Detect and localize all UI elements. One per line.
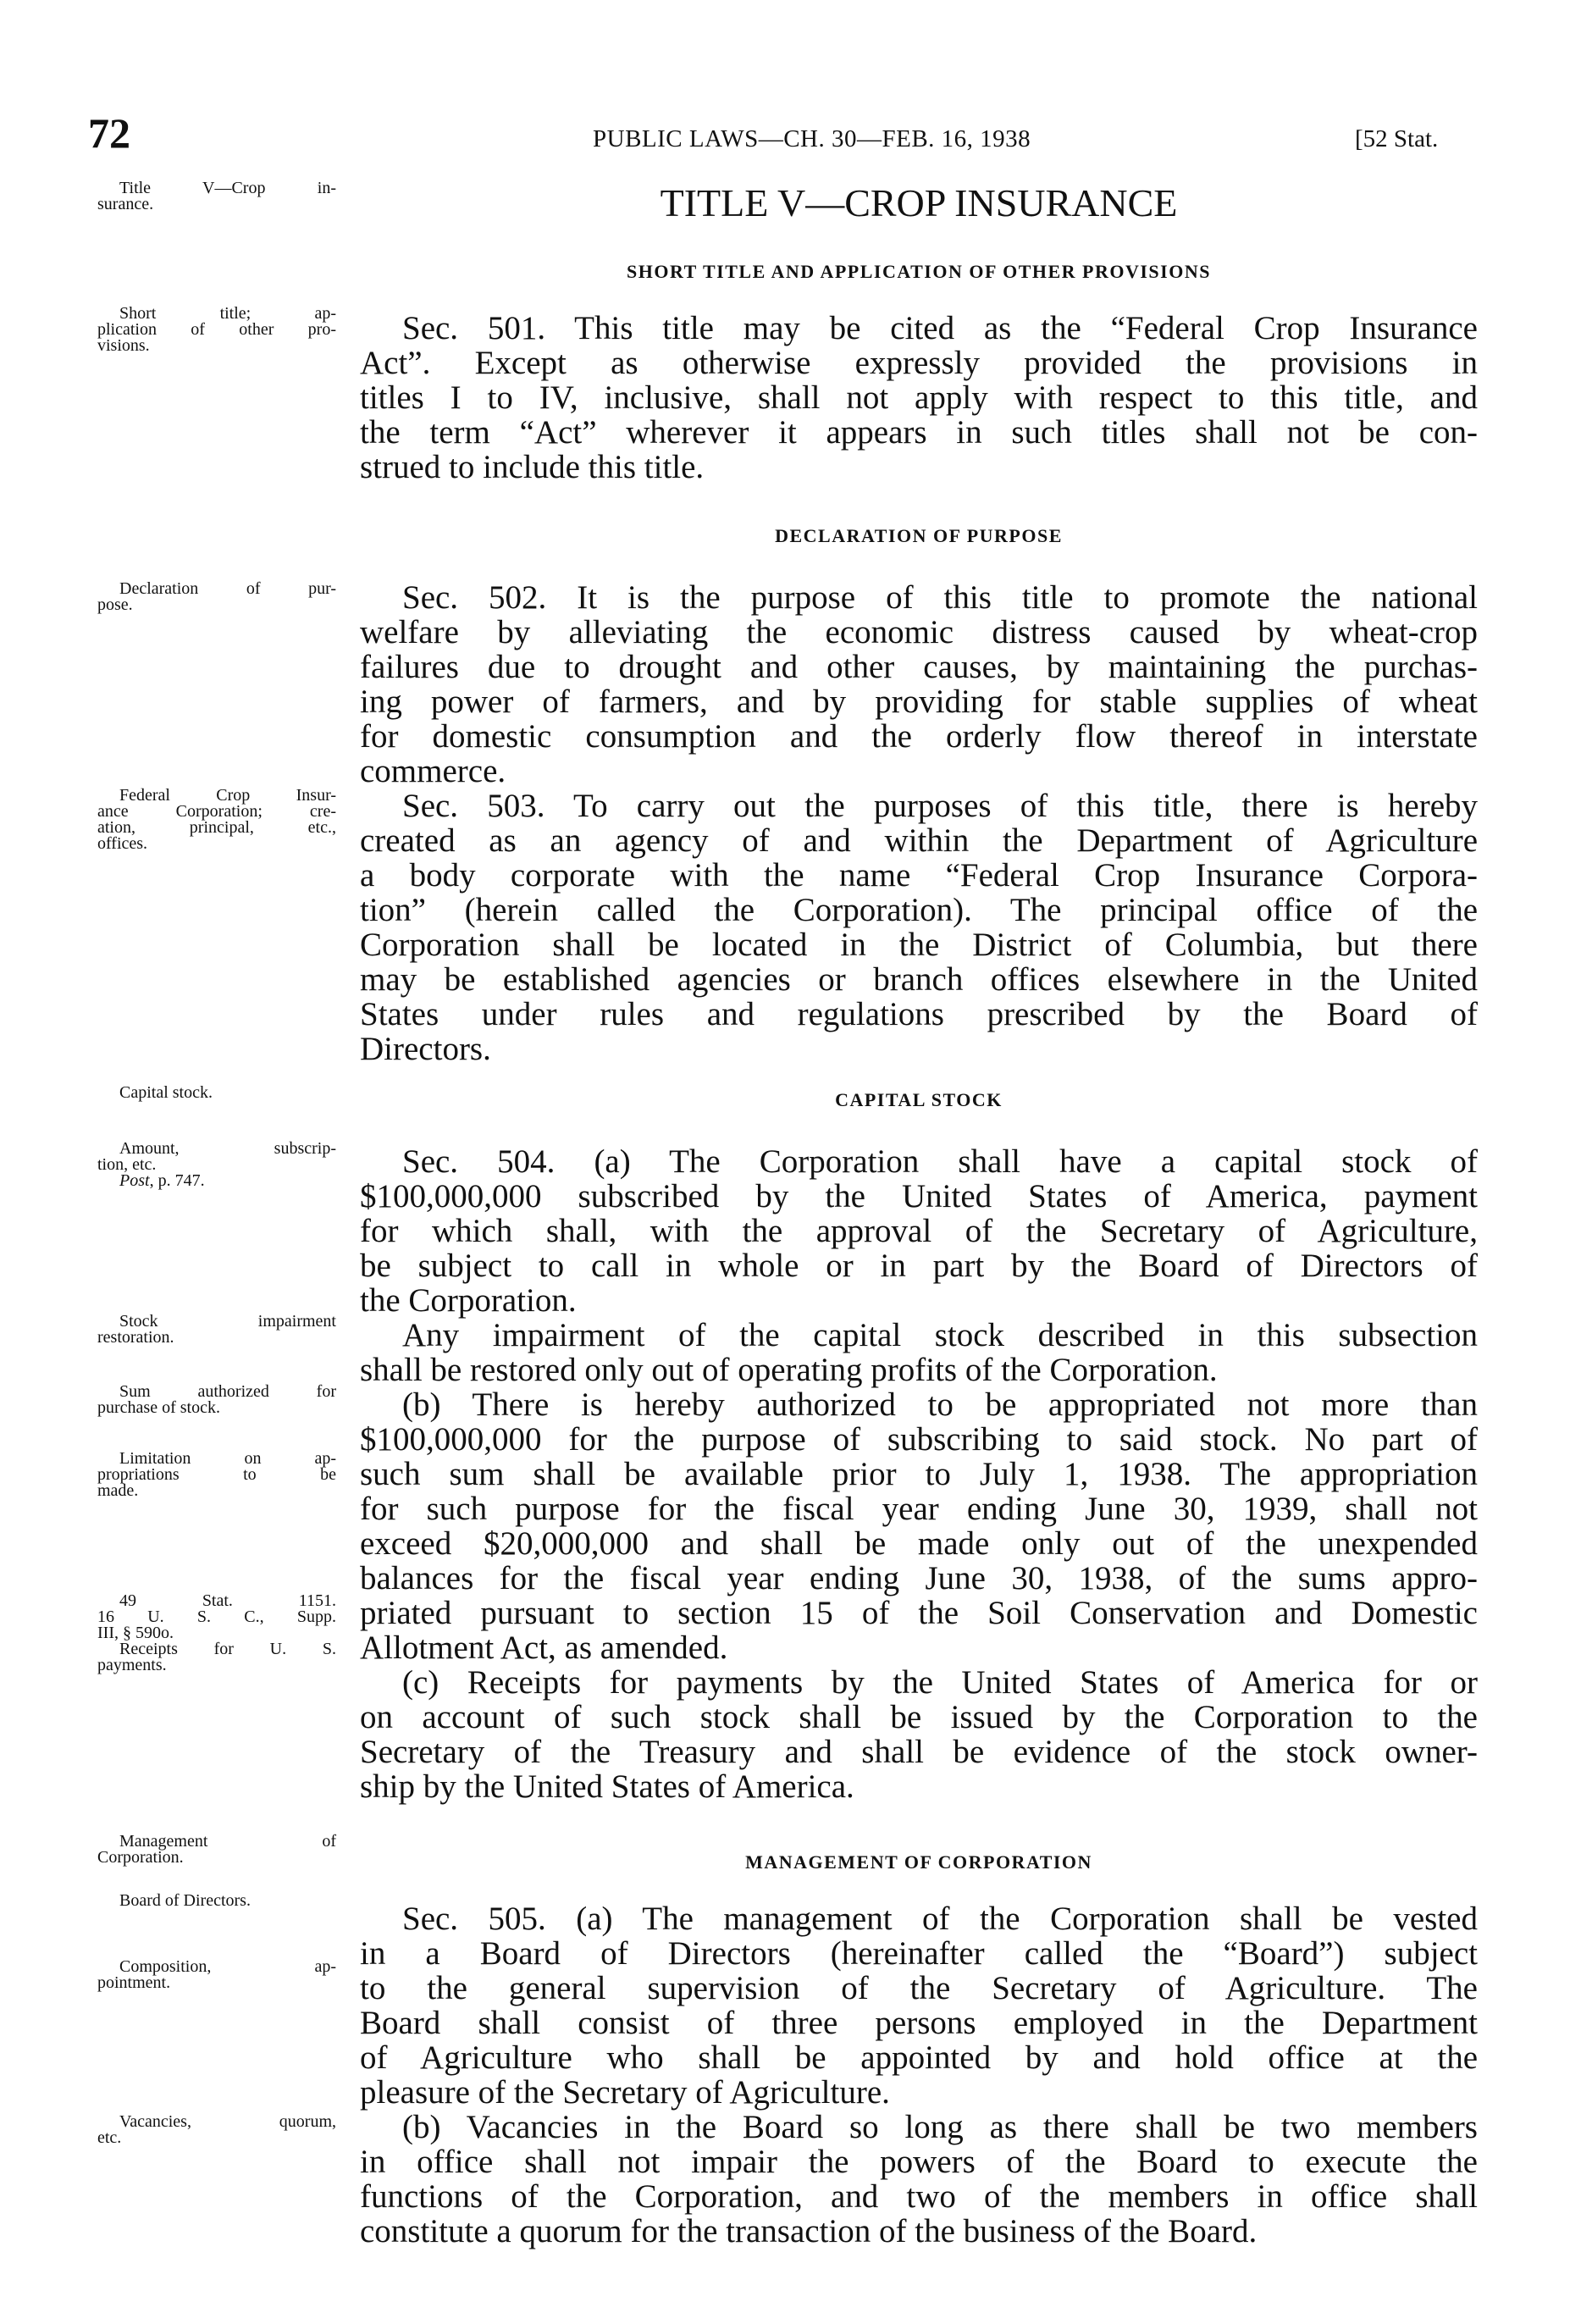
text-line: Sec. 501. This title may be cited as the “Federal Crop Insurance bbox=[402, 310, 1478, 346]
text-line: ing power of farmers, and by providing for stable supplies of wheat bbox=[360, 683, 1478, 720]
heading-declaration: DECLARATION OF PURPOSE bbox=[775, 525, 1063, 546]
text-line: exceed $20,000,000 and shall be made only out of the unexpended bbox=[360, 1525, 1478, 1562]
margin-note-federal-crop bbox=[97, 788, 336, 852]
text-line: constitute a quorum for the transaction of the business of the Board. bbox=[360, 2213, 1258, 2249]
text-line: Secretary of the Treasury and shall be evidence of the stock owner- bbox=[360, 1734, 1478, 1770]
margin-note-capital-stock bbox=[97, 1085, 336, 1101]
text-line: a body corporate with the name “Federal Crop Insurance Corpora- bbox=[360, 857, 1478, 894]
text-line: Board shall consist of three persons employed in the Department bbox=[360, 2005, 1478, 2041]
margin-note-vacancies bbox=[97, 2114, 336, 2146]
margin-note-line: Sum authorized for bbox=[119, 1382, 336, 1401]
margin-note-line: ance Corporation; cre- bbox=[97, 802, 336, 821]
text-line: strued to include this title. bbox=[360, 449, 705, 485]
text-line: Sec. 503. To carry out the purposes of this title, there is hereby bbox=[402, 788, 1478, 824]
margin-note-line: 16 U. S. C., Supp. bbox=[97, 1607, 336, 1626]
margin-note-line: visions. bbox=[97, 336, 150, 355]
section-504-b bbox=[360, 1387, 1478, 1665]
margin-note-line: pointment. bbox=[97, 1973, 171, 1992]
margin-note-line: restoration. bbox=[97, 1328, 174, 1347]
margin-note-limitation bbox=[97, 1451, 336, 1499]
margin-note-line: Stock impairment bbox=[119, 1312, 336, 1331]
margin-note-line: payments. bbox=[97, 1656, 167, 1674]
text-line: of Agriculture who shall be appointed by and hold office at the bbox=[360, 2039, 1478, 2076]
margin-note-amount bbox=[97, 1141, 336, 1189]
post-page-ref: , p. 747. bbox=[149, 1171, 205, 1190]
margin-note-line: Corporation. bbox=[97, 1848, 184, 1867]
margin-note-line: III, § 590o. bbox=[97, 1624, 174, 1642]
text-line: Sec. 505. (a) The management of the Corporation shall be vested bbox=[402, 1901, 1478, 1937]
text-line: functions of the Corporation, and two of the members in office shall bbox=[360, 2178, 1478, 2215]
heading-short-title: SHORT TITLE AND APPLICATION OF OTHER PROVISIONS bbox=[627, 261, 1211, 282]
text-line: $100,000,000 subscribed by the United States of America, payment bbox=[360, 1178, 1478, 1215]
section-504-c bbox=[360, 1665, 1478, 1804]
text-line: may be established agencies or branch offices elsewhere in the United bbox=[360, 961, 1478, 998]
text-line: Any impairment of the capital stock described in this subsection bbox=[402, 1317, 1478, 1353]
text-line: welfare by alleviating the economic distress caused by wheat-crop bbox=[360, 614, 1478, 650]
section-502-text bbox=[360, 580, 1478, 788]
section-504-a-impairment bbox=[360, 1318, 1478, 1387]
text-line: titles I to IV, inclusive, shall not apply with respect to this title, and bbox=[360, 379, 1478, 416]
section-502 bbox=[360, 580, 1478, 1066]
text-line: $100,000,000 for the purpose of subscribing to said stock. No part of bbox=[360, 1421, 1478, 1458]
text-line: such sum shall be available prior to July 1, 1938. The appropriation bbox=[360, 1456, 1478, 1492]
margin-note-stock-impairment bbox=[97, 1314, 336, 1346]
margin-note-line: Board of Directors. bbox=[119, 1891, 251, 1910]
margin-note-amount-text bbox=[97, 1141, 336, 1173]
margin-note-line: Receipts for U. S. bbox=[119, 1640, 336, 1658]
section-505 bbox=[360, 1901, 1478, 2249]
text-line: ship by the United States of America. bbox=[360, 1768, 854, 1805]
heading-capital-stock: CAPITAL STOCK bbox=[835, 1089, 1003, 1110]
text-line: shall be restored only out of operating profits of the Corporation. bbox=[360, 1352, 1218, 1388]
heading-management: MANAGEMENT OF CORPORATION bbox=[745, 1851, 1092, 1873]
text-line: (c) Receipts for payments by the United States of America for or bbox=[402, 1664, 1478, 1701]
text-line: created as an agency of and within the Department of Agriculture bbox=[360, 822, 1478, 859]
margin-note-short-title bbox=[97, 306, 336, 354]
margin-note-line: Composition, ap- bbox=[119, 1957, 336, 1976]
margin-note-citation bbox=[97, 1593, 336, 1641]
text-line: Act”. Except as otherwise expressly provided the provisions in bbox=[360, 345, 1478, 381]
margin-note-line: 49 Stat. 1151. bbox=[119, 1591, 336, 1610]
margin-note-line: ation, principal, etc., bbox=[97, 818, 336, 837]
margin-note-line: purchase of stock. bbox=[97, 1398, 220, 1417]
text-line: in a Board of Directors (hereinafter called the “Board”) subject bbox=[360, 1935, 1478, 1972]
margin-note-line: plication of other pro- bbox=[97, 320, 336, 339]
margin-note-line: Declaration of pur- bbox=[119, 579, 336, 598]
section-504-a bbox=[360, 1144, 1478, 1318]
margin-note-declaration bbox=[97, 581, 336, 613]
margin-note-line: surance. bbox=[97, 195, 154, 213]
margin-note-line: Management of bbox=[119, 1832, 336, 1851]
post-label: Post bbox=[119, 1171, 150, 1190]
margin-note-line: Title V—Crop in- bbox=[119, 179, 336, 197]
text-line: for domestic consumption and the orderly flow thereof in interstate bbox=[360, 718, 1478, 755]
margin-note-post-ref bbox=[97, 1173, 336, 1189]
text-line: the term “Act” wherever it appears in such titles shall not be con- bbox=[360, 414, 1478, 451]
text-line: Sec. 502. It is the purpose of this title to promote the national bbox=[402, 579, 1478, 616]
margin-note-line: tion, etc. bbox=[97, 1155, 157, 1174]
text-line: Sec. 504. (a) The Corporation shall have a capital stock of bbox=[402, 1143, 1478, 1180]
margin-note-board bbox=[97, 1893, 336, 1909]
margin-note-line: propriations to be bbox=[97, 1465, 336, 1484]
margin-note-line: Amount, subscrip- bbox=[119, 1139, 336, 1158]
text-line: balances for the fiscal year ending June 30, 1938, of the sums appro- bbox=[360, 1560, 1478, 1596]
margin-note-management bbox=[97, 1834, 336, 1866]
margin-note-receipts bbox=[97, 1641, 336, 1674]
text-line: for which shall, with the approval of the Secretary of Agriculture, bbox=[360, 1213, 1478, 1249]
margin-note-composition bbox=[97, 1959, 336, 1991]
margin-note-sum-authorized bbox=[97, 1384, 336, 1416]
margin-note-line: offices. bbox=[97, 834, 148, 853]
margin-note-line: Federal Crop Insur- bbox=[119, 786, 336, 805]
margin-note-title-v bbox=[97, 180, 336, 213]
text-line: in office shall not impair the powers of the Board to execute the bbox=[360, 2144, 1478, 2180]
text-line: on account of such stock shall be issued by the Corporation to the bbox=[360, 1699, 1478, 1735]
text-line: tion” (herein called the Corporation). The principal office of the bbox=[360, 892, 1478, 928]
margin-note-line: Vacancies, quorum, bbox=[119, 2112, 336, 2131]
section-501 bbox=[360, 311, 1478, 484]
page-number: 72 bbox=[88, 109, 130, 157]
text-line: pleasure of the Secretary of Agriculture. bbox=[360, 2074, 890, 2111]
text-line: Allotment Act, as amended. bbox=[360, 1630, 728, 1666]
margin-note-line: Short title; ap- bbox=[119, 304, 336, 323]
section-504 bbox=[360, 1144, 1478, 1804]
margin-note-line: pose. bbox=[97, 595, 133, 614]
text-line: for such purpose for the fiscal year ending June 30, 1939, shall not bbox=[360, 1491, 1478, 1527]
margin-note-line: made. bbox=[97, 1481, 139, 1500]
text-line: priated pursuant to section 15 of the Soil Conservation and Domestic bbox=[360, 1595, 1478, 1631]
title-heading: TITLE V—CROP INSURANCE bbox=[660, 181, 1178, 224]
margin-note-line: Limitation on ap- bbox=[119, 1449, 336, 1468]
margin-note-line: etc. bbox=[97, 2128, 122, 2147]
text-line: be subject to call in whole or in part by the Board of Directors of bbox=[360, 1248, 1478, 1284]
text-line: States under rules and regulations prescribed by the Board of bbox=[360, 996, 1478, 1032]
section-503-text bbox=[360, 788, 1478, 1066]
text-line: failures due to drought and other causes, by maintaining the purchas- bbox=[360, 649, 1478, 685]
section-505-a bbox=[360, 1901, 1478, 2110]
text-line: (b) There is hereby authorized to be appropriated not more than bbox=[402, 1386, 1478, 1423]
running-head: PUBLIC LAWS—CH. 30—FEB. 16, 1938 bbox=[593, 125, 1031, 152]
stat-reference: [52 Stat. bbox=[1355, 125, 1439, 152]
text-line: commerce. bbox=[360, 753, 506, 789]
text-line: Corporation shall be located in the District of Columbia, but there bbox=[360, 927, 1478, 963]
text-line: Directors. bbox=[360, 1031, 491, 1067]
text-line: the Corporation. bbox=[360, 1282, 577, 1319]
margin-note-line: Capital stock. bbox=[119, 1083, 213, 1102]
text-line: to the general supervision of the Secretary of Agriculture. The bbox=[360, 1970, 1478, 2006]
section-505-b bbox=[360, 2110, 1478, 2249]
text-line: (b) Vacancies in the Board so long as there shall be two members bbox=[402, 2109, 1478, 2145]
